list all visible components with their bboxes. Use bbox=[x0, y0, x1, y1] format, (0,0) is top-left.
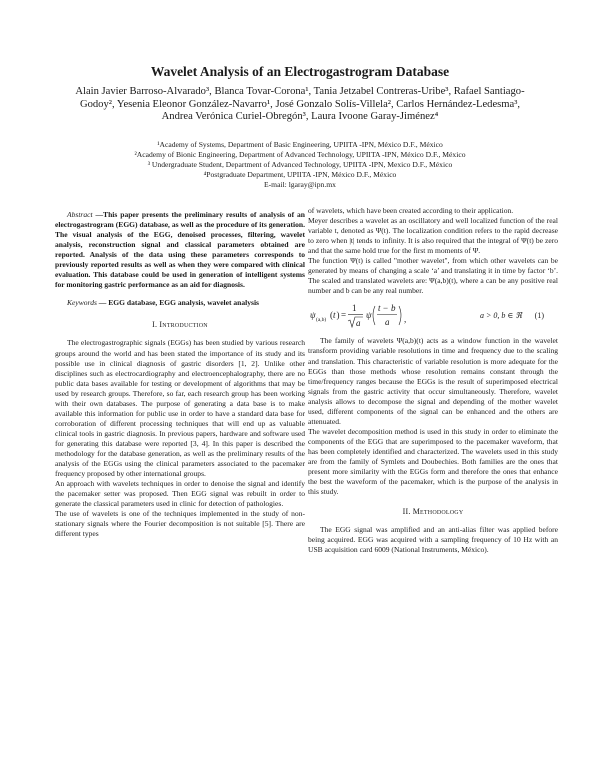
keywords bbox=[55, 298, 305, 308]
body-paragraph-3: The function Ψ(t) is called "mother wavelet", from which other wavelets can be generated by means of changing a scale ‘a’ and translating it in time by factor ‘b’. The scaled and translated wavelets are: Ψ(a,b)(t), where a can be any positive real number and b can be any real number. bbox=[308, 256, 558, 296]
keywords-label: Keywords bbox=[67, 298, 97, 308]
wavelet-equation bbox=[308, 298, 558, 332]
svg-text:ψ: ψ bbox=[310, 310, 316, 321]
affiliations bbox=[60, 140, 540, 190]
svg-text:a: a bbox=[356, 318, 361, 329]
author-list: Alain Javier Barroso-Alvarado³, Blanca Tovar-Corona¹, Tania Jetzabel Contreras-Uribe³, Rafael Santiago-Godoy², Yesenia Eleonor González-Navarro¹, José Gonzalo Solís-Villela², Carlos Hernández-Ledesma³, Andrea Verónica Curiel-Obregón³, Laura Ivoone Garay-Jiménez⁴ bbox=[75, 86, 525, 123]
section-heading-introduction: I. Introduction bbox=[152, 320, 208, 330]
body-paragraph-4: The family of wavelets Ψ(a,b)(t) acts as a window function in the wavelet transform providing variable resolutions in time and frequency due to the scaling and translation. This characteristic of variable resolution is more adequate for the EGGs than those methods whose resolution remains constant through the time/frequency ranges because the EGGs is the result of superimposed electrical signals from the gastric activity that occur simultaneously. Therefore, wavelet analysis allows to decompose the signal and depending of the mother wavelet used, different components of the signal can be enhanced and the others are attenuated. bbox=[308, 336, 558, 426]
abstract-text: —This paper presents the preliminary results of analysis of an electrogastrogram (EGG) database, as well as the procedure of its generation. The visual analysis of the EGG, denoised processes, filtering, wavelet analysis, reconstruction signal and classical parameters obtained are reported. Analysis of the data using these parameters corresponds to previously reported results as well as when they were compared with clinical evaluation. This database could be used in generation of intelligent systems for monitoring gastric performance as an aid for diagnosis. bbox=[55, 210, 305, 290]
svg-text:=: = bbox=[341, 310, 347, 321]
left-column bbox=[55, 210, 305, 539]
intro-paragraph-2: An approach with wavelets techniques in order to denoise the signal and identify the pacemaker setter was proposed. Then EGG signal was rebuilt in order to generate the classical parameters used in clinic for detection of pathologies. bbox=[55, 479, 305, 509]
paper-title: Wavelet Analysis of an Electrogastrogram Database bbox=[150, 64, 450, 79]
svg-text:(a,b): (a,b) bbox=[316, 317, 327, 324]
svg-text:,: , bbox=[404, 314, 407, 325]
body-paragraph-5: The wavelet decomposition method is used in this study in order to eliminate the components of the EGG that are superimposed to the pacemaker waveform, that has been completely identified and characterized. The wavelets used in this study are from the family of Symlets and Doubechies. Both families are the ones that present more similarity with the EGGs form and therefore the ones that enhance the best the waveform of the pacemaker, which is the purpose of the analysis in this study. bbox=[308, 426, 558, 497]
svg-text:b: b bbox=[391, 303, 396, 314]
svg-text:(: ( bbox=[330, 310, 333, 321]
affiliation-2: ²Academy of Bionic Engineering, Department of Advanced Technology, UPIITA -IPN, México D.F., México bbox=[134, 150, 466, 160]
svg-text:a: a bbox=[385, 317, 390, 328]
affiliation-1: ¹Academy of Systems, Department of Basic Engineering, UPIITA -IPN, México D.F., México bbox=[157, 140, 443, 149]
keywords-text: — EGG database, EGG analysis, wavelet analysis bbox=[96, 298, 259, 308]
affiliation-3: ³ Undergraduate Student, Department of Advanced Technology, UPIITA -IPN, Mexico D.F., México bbox=[147, 160, 453, 170]
right-column bbox=[308, 206, 558, 555]
affiliation-4: ⁴Postgraduate Department, UPIITA -IPN, México D.F., México bbox=[203, 170, 397, 180]
svg-text:−: − bbox=[383, 303, 389, 314]
equation-formula-graphic bbox=[308, 298, 478, 332]
abstract-label: Abstract bbox=[67, 210, 93, 219]
body-paragraph-1: of wavelets, which have been created according to their application. bbox=[308, 206, 514, 215]
body-paragraph-2: Meyer describes a wavelet as an oscillatory and well localized function of the real variable t, denoted as Ψ(t). The localization condition refers to the rapid decrease to zero when |t| tends to infinity. It is also required that the integral of Ψ(t) be zero and that the same hold true for the first m moments of Ψ. bbox=[308, 216, 558, 256]
abstract bbox=[55, 210, 305, 290]
svg-text:t: t bbox=[378, 303, 381, 314]
intro-paragraph-1: The electrogastrographic signals (EGGs) has been studied by various research groups around the world and has been stated the importance of its study and its possible use in clinical diagnosis of gastric disorders [1, 2]. Unlike other disciplines such as electrocardiography and electroencephalography, there are no public data bases available for testing or development of algorithms that may be used by research groups. Therefore, so far, each research group has been working with their own databases. The purpose of generating a data base is to make available this information for public use in order to have a standard data base for corroboration of different processing techniques that will end up as valuable clinical tools in gastric diagnosis. In previous papers, hardware and software used for generating this database were reported [3, 4]. In this paper is described the methodology for the database generation, as well as the preliminary results of the analysis of the EGGs using the clinical parameters associated to the pacemaker frequency proposed by other international groups. bbox=[55, 338, 305, 479]
svg-text:): ) bbox=[336, 310, 340, 321]
methodology-paragraph-1: The EGG signal was amplified and an anti-alias filter was applied before being acquired. EGG was acquired with a sampling frequency of 10 Hz with an USB acquisition card 6009 (National Instruments, México). bbox=[308, 525, 558, 555]
equation-condition: a > 0, b ∈ ℜ bbox=[480, 311, 522, 321]
contact-email: E-mail: lgaray@ipn.mx bbox=[264, 180, 336, 190]
svg-text:ψ: ψ bbox=[366, 310, 372, 321]
equation-number: (1) bbox=[534, 311, 544, 321]
svg-text:1: 1 bbox=[352, 303, 357, 314]
intro-paragraph-3: The use of wavelets is one of the techniques implemented in the study of non-stationary signals where the Fourier decomposition is not suitable [5]. There are different types bbox=[55, 509, 305, 539]
section-heading-methodology: II. Methodology bbox=[402, 507, 464, 517]
svg-text:t: t bbox=[333, 310, 336, 321]
